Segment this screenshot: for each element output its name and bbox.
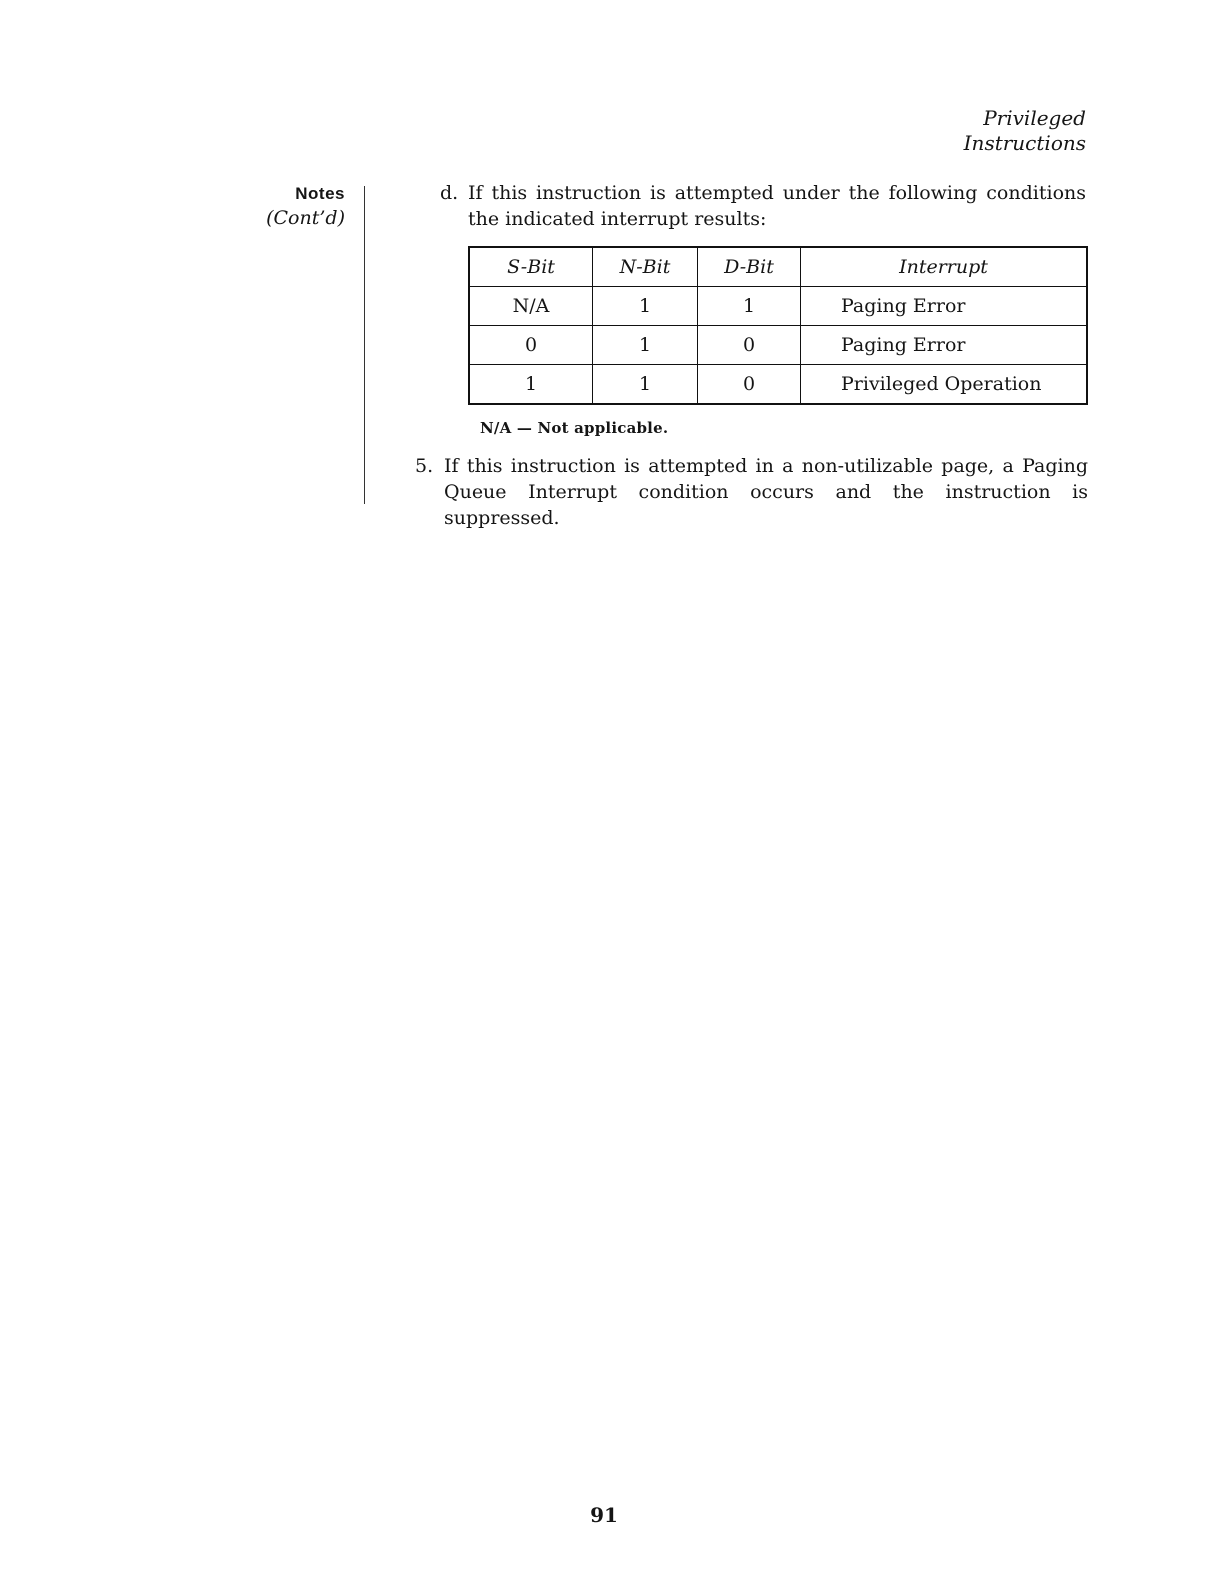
running-head-line-1: Privileged — [983, 106, 1086, 130]
header-interrupt: Interrupt — [801, 247, 1088, 287]
note-item-5-marker: 5. — [415, 455, 434, 477]
cell-s-bit: 0 — [469, 326, 593, 365]
page-number: 91 — [590, 1503, 618, 1527]
note-item-5 — [415, 453, 1088, 557]
cell-n-bit: 1 — [593, 287, 698, 326]
header-n-bit: N-Bit — [593, 247, 698, 287]
margin-rule — [364, 186, 365, 504]
interrupt-conditions-table — [468, 246, 1088, 405]
running-head-line-2: Instructions — [963, 131, 1086, 155]
table-row — [469, 287, 1087, 326]
header-d-bit: D-Bit — [698, 247, 801, 287]
notes-label: Notes — [295, 184, 345, 203]
side-notes — [145, 182, 345, 230]
header-s-bit: S-Bit — [469, 247, 593, 287]
note-item-d — [440, 180, 1086, 232]
note-item-d-text: If this instruction is attempted under the following conditions the indicated interrupt results: — [468, 182, 1086, 230]
running-head — [786, 106, 1086, 156]
cell-d-bit: 0 — [698, 326, 801, 365]
notes-continuation: (Cont’d) — [266, 207, 345, 229]
cell-s-bit: 1 — [469, 365, 593, 405]
cell-n-bit: 1 — [593, 326, 698, 365]
cell-interrupt: Privileged Operation — [801, 365, 1088, 405]
cell-n-bit: 1 — [593, 365, 698, 405]
table-header-row — [469, 247, 1087, 287]
cell-interrupt: Paging Error — [801, 326, 1088, 365]
cell-d-bit: 0 — [698, 365, 801, 405]
cell-s-bit: N/A — [469, 287, 593, 326]
table-row — [469, 365, 1087, 405]
table-footnote: N/A — Not applicable. — [480, 419, 669, 437]
cell-d-bit: 1 — [698, 287, 801, 326]
note-item-d-marker: d. — [440, 182, 459, 204]
cell-interrupt: Paging Error — [801, 287, 1088, 326]
table-row — [469, 326, 1087, 365]
note-item-5-text: If this instruction is attempted in a non-utilizable page, a Paging Queue Interrupt condition occurs and the instruction is suppressed. — [444, 455, 1088, 529]
